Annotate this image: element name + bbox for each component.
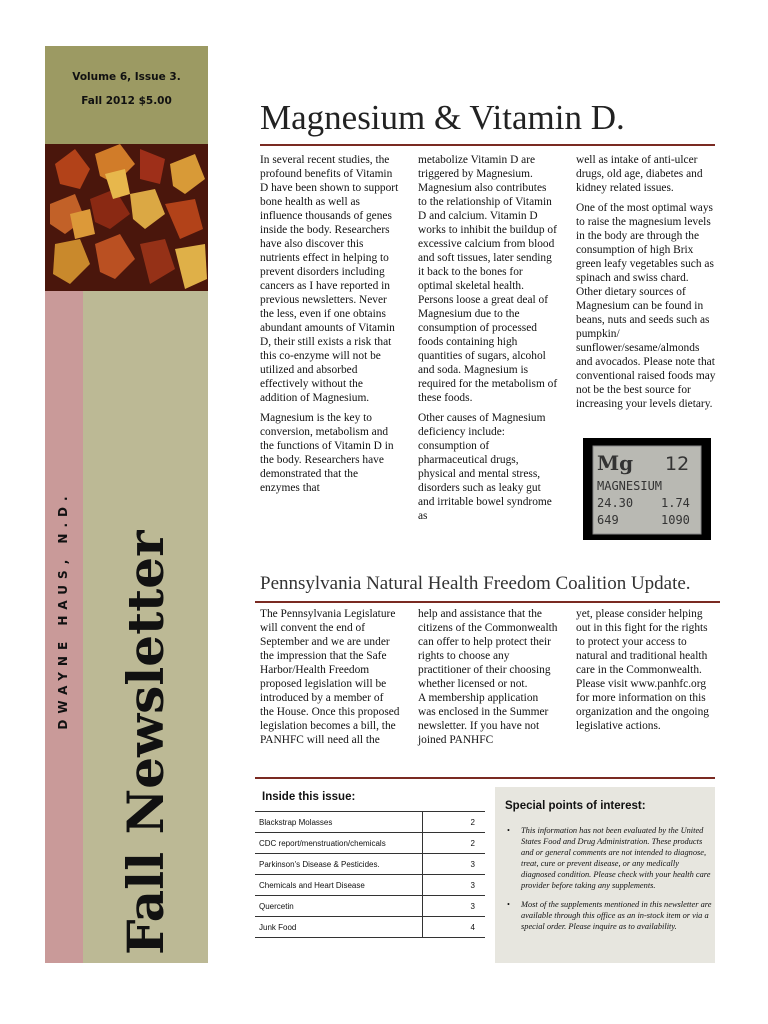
volume-issue: Volume 6, Issue 3. [72, 71, 181, 83]
author-name: DWAYNE HAUS, N.D. [56, 490, 70, 730]
article2-column-3 [576, 607, 716, 739]
paragraph: Magnesium is the key to conversion, metabolism and the functions of Vitamin D in the body. Researchers have demonstrated that the enzymes that [260, 412, 394, 494]
issue-info-box [45, 46, 208, 144]
inside-issue-title: Inside this issue: [262, 791, 356, 803]
page-cell: 3 [423, 896, 486, 917]
section-rule [255, 777, 715, 779]
element-symbol: Mg [597, 451, 634, 475]
inside-issue-table [255, 811, 485, 938]
special-points-title: Special points of interest: [505, 800, 646, 812]
article-heading-magnesium: Magnesium & Vitamin D. [260, 98, 625, 137]
article2-column-1 [260, 607, 400, 753]
paragraph: help and assistance that the citizens of the Commonwealth can offer to help protect their rights to choose any practitioner of their choosing whether licensed or not. [418, 608, 558, 690]
table-row [255, 896, 485, 917]
special-points-box [495, 787, 715, 963]
table-row [255, 917, 485, 938]
element-number: 12 [665, 453, 690, 475]
newsletter-title: Fall Newsletter [116, 530, 175, 955]
table-row [255, 812, 485, 833]
paragraph: metabolize Vitamin D are triggered by Magnesium. Magnesium also contributes to the relationship of Vitamin D and calcium. Vitamin D works to inhibit the buildup of excessive calcium from blood and soft tissues, later sending it back to the bones for optimal skeletal health. Persons loose a great deal of Magnesium due to the consumption of processed foods containing high quantities of sugars, alcohol and soda. Magnesium is required for the metabolism of these foods. [418, 154, 558, 404]
topic-cell: Blackstrap Molasses [255, 812, 423, 833]
page-cell: 3 [423, 875, 486, 896]
paragraph: One of the most optimal ways to raise the magnesium levels in the body are through the consumption of high Brix green leafy vegetables such as spinach and swiss chard. Other dietary sources of Magnesium can be found in beans, nuts and seeds such as pumpkin/ sunflower/sesame/almonds and avocados. Please note that conventional raised foods may not be the best source for increasing your levels dietary. [576, 202, 716, 410]
autumn-leaves-image [45, 144, 208, 291]
magnesium-element-image [583, 438, 711, 540]
topic-cell: Chemicals and Heart Disease [255, 875, 423, 896]
heading-rule [260, 144, 715, 146]
season-price: Fall 2012 $5.00 [81, 95, 172, 107]
paragraph: Please visit www.panhfc.org for more information on this organization and the ongoing legislative actions. [576, 678, 709, 732]
table-row [255, 875, 485, 896]
topic-cell: Parkinson's Disease & Pesticides. [255, 854, 423, 875]
paragraph: Other causes of Magnesium deficiency include: consumption of pharmaceutical drugs, physical and mental stress, disorders such as leaky gut and irritable bowel syndrome as [418, 412, 552, 522]
topic-cell: CDC report/menstruation/chemicals [255, 833, 423, 854]
special-points-list [505, 825, 713, 940]
heading-rule [255, 601, 720, 603]
paragraph: well as intake of anti-ulcer drugs, old age, diabetes and kidney related issues. [576, 154, 703, 194]
list-item: • This information has not been evaluated by the United States Food and Drug Administration. These products and or general comments are not intended to diagnose, treat, cure or prevent disease, or any medically diagnosed condition. Please check with your health care provider before taking any supplements. [513, 825, 713, 891]
page-cell: 4 [423, 917, 486, 938]
table-row [255, 854, 485, 875]
paragraph: yet, please consider helping out in this fight for the rights to protect your access to natural and traditional health care in the Commonwealth. [576, 608, 708, 676]
list-item: • Most of the supplements mentioned in this newsletter are available through this office as an in-stock item or via a special order. Please inquire as to availability. [513, 899, 713, 932]
page-cell: 2 [423, 812, 486, 833]
topic-cell: Junk Food [255, 917, 423, 938]
table-row [255, 833, 485, 854]
article2-column-2 [418, 607, 558, 753]
element-name: MAGNESIUM [597, 479, 663, 493]
element-boiling-point: 1090 [661, 513, 690, 527]
article-heading-panhfc: Pennsylvania Natural Health Freedom Coalition Update. [260, 573, 691, 594]
element-mass: 24.30 [597, 496, 634, 510]
article1-column-1 [260, 153, 400, 501]
element-electronegativity: 1.74 [661, 496, 690, 510]
page-cell: 2 [423, 833, 486, 854]
topic-cell: Quercetin [255, 896, 423, 917]
paragraph: In several recent studies, the profound benefits of Vitamin D have been shown to support bone health as well as influence thousands of genes inside the body. Researchers have also discover this nutrients effect in helping to prevent disorders including cancers as I have reported in previous newsletters. Never the less, even if one obtains abundant amounts of Vitamin D, their still exists a risk that this co-enzyme will not be utilized and absorbed effectively without the addition of Magnesium. [260, 154, 399, 404]
article1-column-3 [576, 153, 716, 417]
paragraph: A membership application was enclosed in the Summer newsletter. If you have not joined PANHFC [418, 692, 549, 746]
page-cell: 3 [423, 854, 486, 875]
article1-column-2 [418, 153, 558, 529]
element-melting-point: 649 [597, 513, 619, 527]
paragraph: The Pennsylvania Legislature will convent the end of September and we are under the impression that the Safe Harbor/Health Freedom proposed legislation will be introduced by a member of the House. Once this proposed legislation becomes a bill, the PANHFC will need all the [260, 608, 400, 746]
